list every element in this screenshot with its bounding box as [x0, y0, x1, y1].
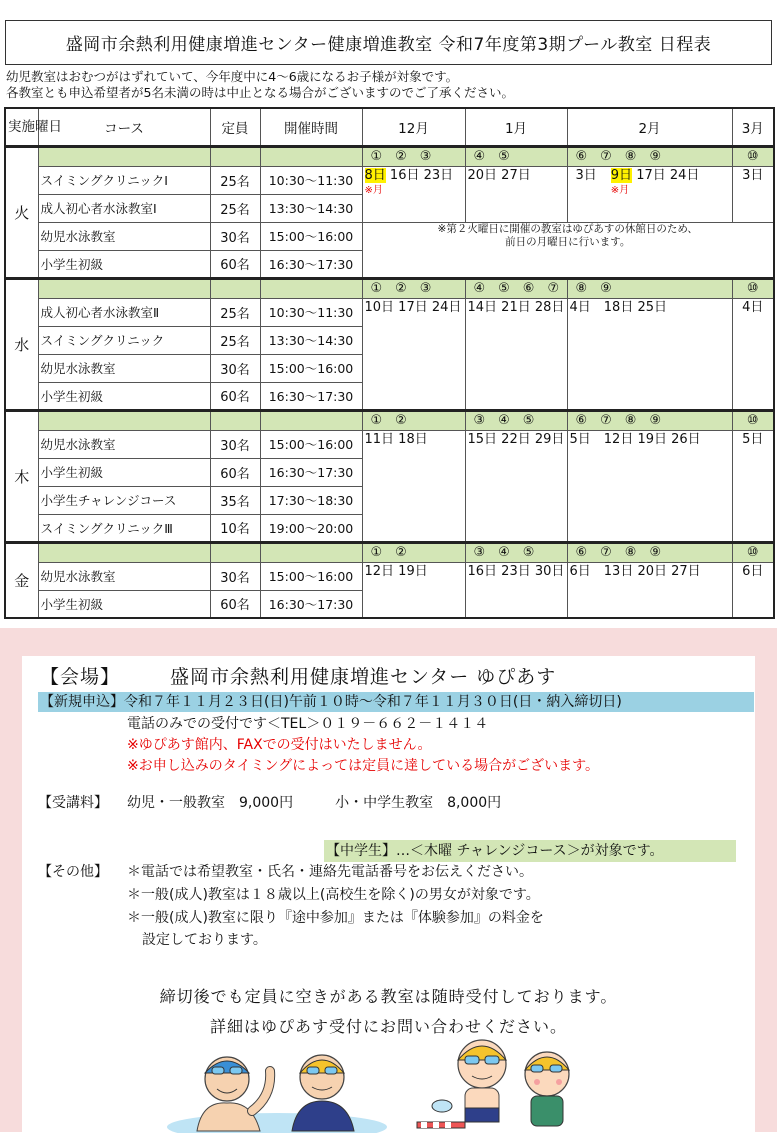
fee-label: 【受講料】	[38, 795, 108, 811]
course-name: 成人初心者水泳教室Ⅱ	[38, 298, 210, 326]
course-name: 小学生初級	[38, 590, 210, 618]
course-time: 19:00～20:00	[260, 514, 362, 542]
course-capacity: 10名	[210, 514, 260, 542]
warning-capacity: ※お申し込みのタイミングによっては定員に達している場合がございます。	[127, 758, 600, 774]
dates-text: 4日	[742, 299, 764, 315]
course-name: 幼児水泳教室	[38, 430, 210, 458]
dates-mar	[732, 298, 774, 410]
header-time: 開催時間	[260, 108, 362, 146]
info-panel	[0, 628, 777, 1132]
note-line-2: 前日の月曜日に行います。	[505, 235, 631, 248]
other-line-1: ＊電話では希望教室・氏名・連絡先電話番号をお伝えください。	[127, 864, 533, 880]
table-row	[5, 298, 774, 326]
number-row	[5, 278, 774, 298]
number-row	[5, 542, 774, 562]
course-capacity: 60名	[210, 250, 260, 278]
header-month-mar: 3月	[732, 108, 774, 146]
day-cell: 水	[5, 278, 38, 410]
header-row	[5, 108, 774, 146]
dates-text: 10日 17日 24日	[364, 299, 462, 315]
dates-text: 11日 18日	[364, 431, 428, 447]
dates-jan	[465, 298, 567, 410]
holiday-note	[362, 222, 774, 278]
course-capacity: 25名	[210, 194, 260, 222]
closing-line-2: 詳細はゆぴあす受付にお問い合わせください。	[209, 1017, 567, 1036]
session-numbers: ⑧ ⑨	[575, 280, 612, 296]
session-numbers: ⑩	[746, 412, 759, 428]
course-name: スイミングクリニック	[38, 326, 210, 354]
course-capacity: 30名	[210, 222, 260, 250]
session-numbers: ⑥ ⑦ ⑧ ⑨	[575, 544, 662, 560]
day-cell: 木	[5, 410, 38, 542]
session-numbers: ⑥ ⑦ ⑧ ⑨	[575, 148, 662, 164]
intro-text	[6, 69, 514, 101]
dates-dec	[362, 430, 465, 542]
dates-dec	[362, 298, 465, 410]
course-capacity: 30名	[210, 562, 260, 590]
course-capacity: 25名	[210, 326, 260, 354]
course-time: 16:30～17:30	[260, 590, 362, 618]
dates-text: 6日 13日 20日 27日	[569, 563, 701, 579]
course-capacity: 60名	[210, 590, 260, 618]
header-month-dec: 12月	[362, 108, 465, 146]
course-name: 幼児水泳教室	[38, 562, 210, 590]
course-time: 15:00～16:00	[260, 562, 362, 590]
note-line-1: ※第２火曜日に開催の教室はゆぴあすの休館日のため、	[437, 222, 698, 235]
session-numbers: ① ②	[370, 412, 407, 428]
highlight-date: 9日	[610, 167, 633, 183]
header-month-feb: 2月	[567, 108, 732, 146]
header-month-jan: 1月	[465, 108, 567, 146]
course-time: 15:00～16:00	[260, 222, 362, 250]
course-time: 10:30～11:30	[260, 298, 362, 326]
group-wednesday	[5, 278, 774, 410]
page-title: 盛岡市余熱利用健康増進センター健康増進教室 令和7年度第3期プール教室 日程表	[5, 20, 772, 65]
group-thursday	[5, 410, 774, 542]
session-numbers: ① ② ③	[370, 148, 432, 164]
header-day: 実施曜日	[5, 108, 38, 146]
dates-text: 16日 23日 30日	[467, 563, 565, 579]
session-numbers: ① ②	[370, 544, 407, 560]
course-name: 小学生チャレンジコース	[38, 486, 210, 514]
dates-text: 5日	[742, 431, 764, 447]
dates-text: 6日	[742, 563, 764, 579]
course-capacity: 35名	[210, 486, 260, 514]
course-name: スイミングクリニックⅠ	[38, 166, 210, 194]
apply-bar	[38, 692, 754, 712]
course-name: スイミングクリニックⅢ	[38, 514, 210, 542]
dates-mar	[732, 562, 774, 618]
course-name: 小学生初級	[38, 250, 210, 278]
course-name: 成人初心者水泳教室Ⅰ	[38, 194, 210, 222]
course-time: 17:30～18:30	[260, 486, 362, 514]
course-capacity: 30名	[210, 354, 260, 382]
table-row	[5, 166, 774, 194]
fee-text: 幼児・一般教室 9,000円 小・中学生教室 8,000円	[127, 795, 502, 811]
session-numbers: ⑩	[746, 148, 759, 164]
closing-line-1: 締切後でも定員に空きがある教室は随時受付しております。	[159, 987, 618, 1006]
dates-jan	[465, 562, 567, 618]
dates-text: 17日 24日	[636, 167, 700, 183]
table-row	[5, 430, 774, 458]
schedule-table	[4, 107, 775, 619]
day-cell: 火	[5, 146, 38, 278]
course-time: 15:00～16:00	[260, 354, 362, 382]
dates-mar	[732, 430, 774, 542]
course-time: 16:30～17:30	[260, 382, 362, 410]
phone-line: 電話のみでの受付です＜TEL＞０１９－６６２－１４１４	[127, 716, 489, 732]
adult-swimmers-illustration	[172, 1041, 422, 1133]
session-numbers: ③ ④ ⑤	[473, 544, 535, 560]
monday-note: ※月	[610, 184, 630, 196]
other-line-2: ＊一般(成人)教室は１８歳以上(高校生を除く)の男女が対象です。	[127, 887, 540, 903]
course-capacity: 60名	[210, 458, 260, 486]
dates-text: 14日 21日 28日	[467, 299, 565, 315]
other-line-3: ＊一般(成人)教室に限り『途中参加』または『体験参加』の料金を	[127, 910, 544, 926]
header-capacity: 定員	[210, 108, 260, 146]
course-capacity: 25名	[210, 298, 260, 326]
course-name: 幼児水泳教室	[38, 354, 210, 382]
table-row	[5, 222, 774, 250]
other-line-4: 設定しております。	[142, 932, 267, 948]
course-capacity: 30名	[210, 430, 260, 458]
dates-text: 15日 22日 29日	[467, 431, 565, 447]
course-time: 13:30～14:30	[260, 194, 362, 222]
venue-name: 盛岡市余熱利用健康増進センター ゆぴあす	[170, 666, 557, 688]
dates-text: 3日	[575, 167, 597, 183]
course-time: 15:00～16:00	[260, 430, 362, 458]
session-numbers: ⑩	[746, 280, 759, 296]
course-time: 10:30～11:30	[260, 166, 362, 194]
apply-label: 【新規申込】	[40, 694, 124, 710]
group-friday	[5, 542, 774, 618]
day-cell: 金	[5, 542, 38, 618]
session-numbers: ④ ⑤ ⑥ ⑦	[473, 280, 560, 296]
session-numbers: ① ② ③	[370, 280, 432, 296]
dates-mar	[732, 166, 774, 222]
number-row	[5, 146, 774, 166]
session-numbers: ⑩	[746, 544, 759, 560]
session-numbers: ④ ⑤	[473, 148, 510, 164]
course-name: 小学生初級	[38, 458, 210, 486]
monday-note: ※月	[364, 184, 383, 196]
course-capacity: 60名	[210, 382, 260, 410]
venue-label: 【会場】	[40, 666, 121, 688]
table-row	[5, 562, 774, 590]
dates-feb	[567, 298, 732, 410]
session-numbers: ⑥ ⑦ ⑧ ⑨	[575, 412, 662, 428]
dates-jan	[465, 430, 567, 542]
course-time: 13:30～14:30	[260, 326, 362, 354]
dates-jan	[465, 166, 567, 222]
intro-line-2: 各教室とも申込希望者が5名未満の時は中止となる場合がございますのでご了承ください。	[6, 85, 514, 100]
dates-text: 12日 19日	[364, 563, 428, 579]
dates-dec	[362, 562, 465, 618]
dates-text: 16日 23日	[389, 167, 454, 183]
highlight-date: 8日	[364, 167, 386, 183]
course-time: 16:30～17:30	[260, 250, 362, 278]
dates-text: 5日 12日 19日 26日	[569, 431, 701, 447]
other-label: 【その他】	[38, 864, 108, 880]
dates-feb	[567, 430, 732, 542]
dates-feb	[567, 562, 732, 618]
middle-label: 【中学生】	[326, 843, 396, 859]
dates-text: 20日 27日	[467, 167, 531, 183]
session-numbers: ③ ④ ⑤	[473, 412, 535, 428]
child-swimmers-illustration	[407, 1028, 607, 1132]
dates-text: 4日 18日 25日	[569, 299, 667, 315]
header-course: コース	[38, 108, 210, 146]
group-tuesday	[5, 146, 774, 278]
apply-period: 令和７年１１月２３日(日)午前１０時～令和７年１１月３０日(日・納入締切日)	[124, 694, 622, 710]
dates-feb	[567, 166, 732, 222]
warning-fax: ※ゆぴあす館内、FAXでの受付はいたしません。	[127, 737, 432, 753]
dates-text: 3日	[742, 167, 764, 183]
dates-dec	[362, 166, 465, 222]
course-time: 16:30～17:30	[260, 458, 362, 486]
info-inner	[22, 656, 755, 1132]
middle-text: …＜木曜 チャレンジコース＞が対象です。	[396, 843, 664, 859]
course-capacity: 25名	[210, 166, 260, 194]
middle-school-bar	[324, 840, 736, 862]
course-name: 幼児水泳教室	[38, 222, 210, 250]
course-name: 小学生初級	[38, 382, 210, 410]
number-row	[5, 410, 774, 430]
intro-line-1: 幼児教室はおむつがはずれていて、今年度中に4～6歳になるお子様が対象です。	[6, 69, 459, 84]
